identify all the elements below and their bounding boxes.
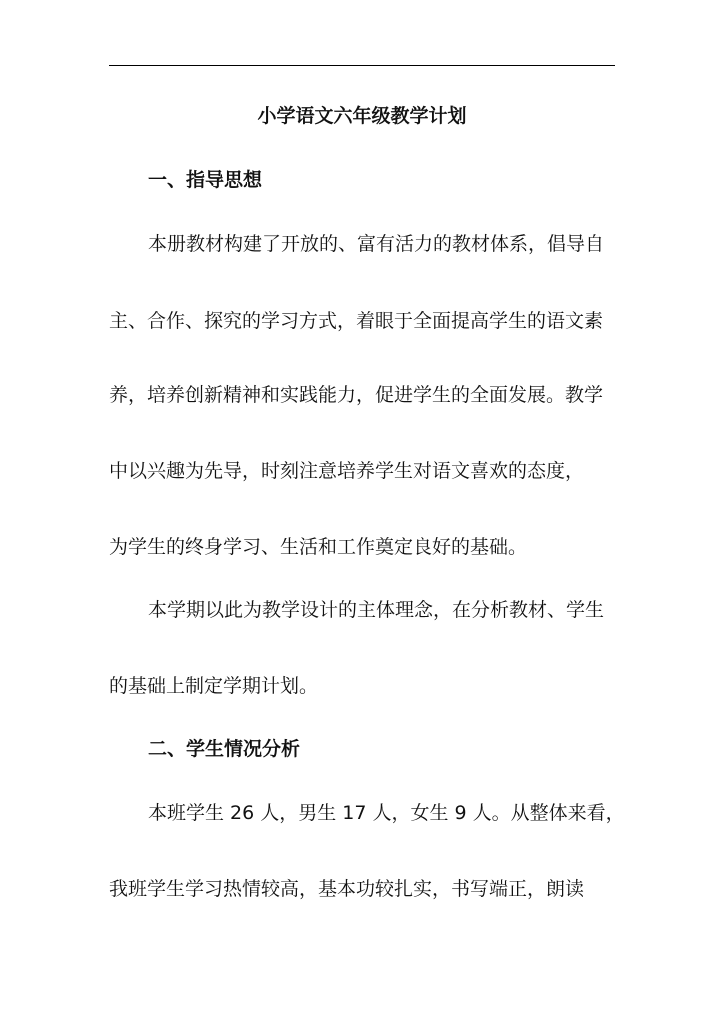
header-rule	[109, 65, 615, 66]
paragraph-line: 本班学生 26 人，男生 17 人，女生 9 人。从整体来看，	[148, 802, 625, 824]
paragraph-line: 中以兴趣为先导，时刻注意培养学生对语文喜欢的态度，	[109, 460, 585, 482]
paragraph-line: 为学生的终身学习、生活和工作奠定良好的基础。	[109, 536, 528, 558]
paragraph-line: 主、合作、探究的学习方式，着眼于全面提高学生的语文素	[109, 310, 604, 332]
paragraph-line: 的基础上制定学期计划。	[109, 675, 319, 697]
paragraph-line: 本学期以此为教学设计的主体理念，在分析教材、学生	[148, 599, 605, 621]
document-title: 小学语文六年级教学计划	[257, 105, 467, 127]
paragraph-line: 本册教材构建了开放的、富有活力的教材体系，倡导自	[148, 233, 605, 255]
section-heading-2: 二、学生情况分析	[148, 738, 301, 760]
paragraph-line: 我班学生学习热情较高，基本功较扎实，书写端正，朗读	[109, 878, 585, 900]
section-heading-1: 一、指导思想	[148, 169, 263, 191]
paragraph-line: 养，培养创新精神和实践能力，促进学生的全面发展。教学	[109, 384, 604, 406]
